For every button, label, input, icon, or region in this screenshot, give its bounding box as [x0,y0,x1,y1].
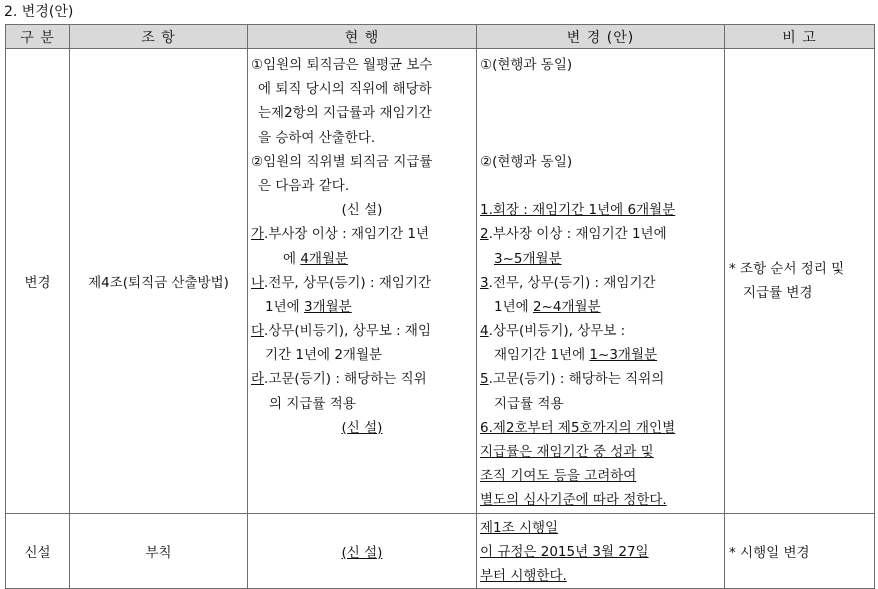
proposed-item-1 [480,198,721,222]
proposed-item-2 [480,222,721,246]
row2-proposed-line2-text: 이 규정은 2015년 3월 27일 [480,543,649,560]
item-da-mark: 다 [251,323,265,340]
item-ra-text: .고문(등기) : 해당하는 직위 [264,371,427,388]
row2-category: 신설 [6,513,70,589]
row2-proposed-line1 [480,516,721,540]
item-na-text: .전무, 상무(등기) : 재임기간 [264,274,431,291]
proposed-item-6-line3-text: 조직 기여도 등을 고려하여 [480,468,637,485]
proposed-item-5-mark: 5 [480,371,489,388]
amendment-table [5,24,875,589]
proposed-item-1-text: 1.회장 : 재임기간 1년에 6개월분 [480,202,676,219]
row2-current-text: (신 설) [341,544,383,561]
row2-note: * 시행일 변경 [725,513,875,589]
proposed-item-2-text: .부사장 이상 : 재임기간 1년에 [488,226,667,243]
row1-clause: 제4조(퇴직금 산출방법) [70,49,248,514]
item-ga-cont-u: 4개월분 [300,250,349,267]
proposed-item-4-mark: 4 [480,323,489,340]
new-mark-2-text: (신 설) [341,419,383,436]
proposed-item-3-cont-u: 2~4개월분 [532,298,601,315]
proposed-item-3-mark: 3 [480,274,489,291]
current-p2-line2: 은 다음과 같다. [258,177,350,194]
proposed-p1: ①(현행과 동일) [480,57,573,73]
row2-proposed [477,513,725,589]
note-line1: * 조항 순서 정리 및 [729,260,845,277]
row2-proposed-line2 [480,540,721,564]
row2-current [248,513,477,589]
item-ga-mark: 가 [251,226,265,243]
proposed-item-4-text: .상무(비등기), 상무보 : [488,323,626,340]
proposed-item-6-line4-text: 별도의 심사기준에 따라 정한다. [480,492,667,509]
current-item-ga [251,222,473,246]
current-p1-line3: 는제2항의 지급률과 재임기간 [258,105,432,122]
row1-proposed-text [477,49,725,514]
current-p2-line1: ②임원의 직위별 퇴직금 지급률 [251,153,433,170]
current-item-na [251,271,473,295]
table-header-row [6,25,875,49]
header-proposed: 변 경 (안) [477,25,725,49]
proposed-item-5-text: .고문(등기) : 해당하는 직위의 [488,371,665,388]
proposed-item-3-cont-pre: 1년에 [494,298,533,315]
proposed-item-4-cont-u: 1~3개월분 [589,347,658,364]
current-item-da [251,319,473,343]
section-heading: 2. 변경(안) [4,4,74,20]
header-current: 현 행 [248,25,477,49]
header-category: 구 분 [6,25,70,49]
current-item-ra [251,367,473,391]
proposed-item-6-line2 [480,440,721,464]
proposed-item-6-line1 [480,416,721,440]
proposed-item-3-text: .전무, 상무(등기) : 재임기간 [488,274,656,291]
item-na-mark: 나 [251,274,265,291]
proposed-item-3 [480,271,721,295]
row1-current-text [248,49,477,514]
current-item-ra-cont: 의 지급률 적용 [269,395,356,412]
proposed-item-6-line1-text: 6.제2호부터 제5호까지의 개인별 [480,419,676,436]
proposed-item-5-cont: 지급률 적용 [494,395,564,412]
item-ga-text: .부사장 이상 : 재임기간 1년 [264,226,430,243]
item-na-cont-pre: 1년에 [265,298,304,315]
proposed-item-6-line4 [480,488,721,512]
proposed-item-4-cont-pre: 재임기간 1년에 [494,347,590,364]
header-clause: 조 항 [70,25,248,49]
proposed-item-6-line2-text: 지급률은 재임기간 중 성과 및 [480,444,654,460]
proposed-item-4-cont [480,343,721,367]
current-new-mark-1: (신 설) [341,202,383,219]
item-ra-mark: 라 [251,371,265,388]
row1-note [725,49,875,514]
proposed-p2: ②(현행과 동일) [480,153,573,170]
note-line2: 지급률 변경 [743,284,813,301]
current-new-mark-2 [251,416,473,440]
item-ga-cont-pre: 에 [283,250,301,267]
current-p1-line2: 에 퇴직 당시의 직위에 해당하 [258,81,432,98]
item-na-cont-u: 3개월분 [303,298,352,315]
current-item-na-cont [251,295,473,319]
current-item-ga-cont [251,247,473,271]
row2-clause: 부칙 [70,513,248,589]
item-da-text: .상무(비등기), 상무보 : 재임 [264,323,431,340]
current-p1-line4: 을 승하여 산출한다. [258,129,376,146]
current-p1-line1: ①임원의 퇴직금은 월평균 보수 [251,57,433,73]
row2-proposed-line1-text: 제1조 시행일 [480,519,559,536]
header-note: 비 고 [725,25,875,49]
proposed-item-3-cont [480,295,721,319]
row2-proposed-line3 [480,564,721,588]
row1-category: 변경 [6,49,70,514]
row2-proposed-line3-text: 부터 시행한다. [480,567,567,584]
proposed-item-4 [480,319,721,343]
proposed-item-2-cont-text: 3~5개월분 [494,250,562,267]
table-row-new [6,513,875,589]
current-item-da-cont: 기간 1년에 2개월분 [265,347,383,364]
proposed-item-6-line3 [480,464,721,488]
proposed-item-2-mark: 2 [480,226,489,243]
proposed-item-2-cont [480,247,721,271]
table-row-change [6,49,875,514]
proposed-item-5 [480,367,721,391]
